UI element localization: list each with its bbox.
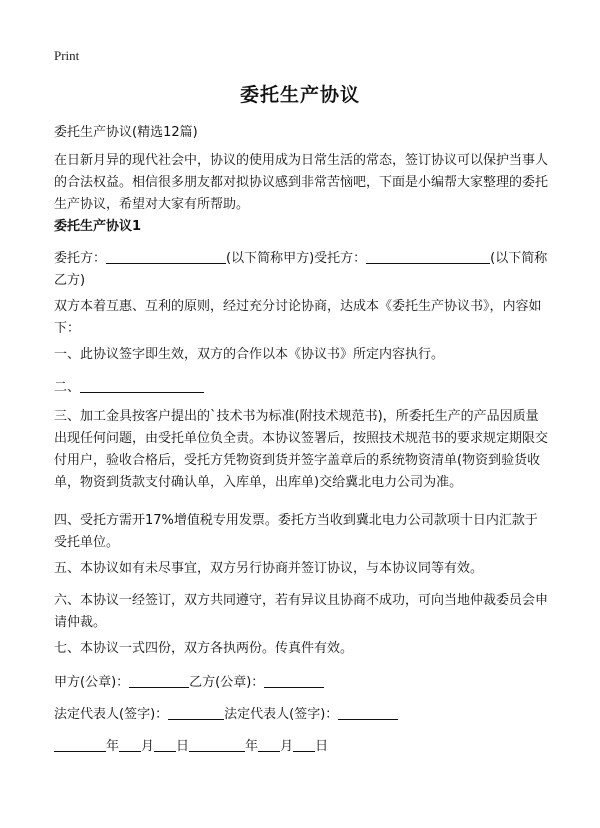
clause-3: 三、加工金具按客户提出的`技术书为标准(附技术规范书)，所委托生产的产品因质量出现任何问题，由受托单位负全责。本协议签署后，按照技术规范书的要求规定期限交付用户，验收合格后，受托方凭物资到货并签字盖章后的系统物资清单(物资到验货收单，物资到货款支付确认单，入库单，出库单)交给冀北电力公司为准。: [54, 409, 549, 490]
entrust-suffix: (以下简称甲方)受托方：: [226, 251, 367, 266]
date-line: [54, 736, 550, 758]
month-b-blank: [258, 737, 280, 752]
rep-a-blank: [168, 705, 224, 720]
representative-line: [54, 704, 550, 726]
clause-2-label: 二、: [54, 380, 81, 395]
document-subtitle: 委托生产协议(精选12篇): [54, 125, 198, 140]
print-link[interactable]: Print: [54, 48, 80, 63]
day-a-label: 日: [176, 739, 190, 754]
clause-2-blank: [80, 378, 204, 393]
entrust-label: 委托方：: [54, 251, 107, 266]
clause-5: 五、本协议如有未尽事宜，双方另行协商并签订协议，与本协议同等有效。: [54, 561, 484, 576]
day-a-blank: [154, 737, 176, 752]
trustee-blank: [366, 249, 490, 264]
party-a-seal-blank: [129, 673, 189, 688]
clause-1: 一、此协议签字即生效，双方的合作以本《协议书》所定内容执行。: [54, 347, 445, 362]
month-a-blank: [119, 737, 141, 752]
rep-a-label: 法定代表人(签字)：: [54, 707, 169, 722]
clause-7: 七、本协议一式四份，双方各执两份。传真件有效。: [54, 641, 354, 656]
year-b-blank: [189, 737, 245, 752]
clause-2: [54, 377, 550, 399]
intro-paragraph: 在日新月异的现代社会中，协议的使用成为日常生活的常态，签订协议可以保护当事人的合法权益。相信很多朋友都对拟协议感到非常苦恼吧，下面是小编帮大家整理的委托生产协议，希望对大家有所帮助。: [54, 153, 549, 212]
party-b-seal-label: 乙方(公章)：: [189, 675, 265, 690]
seal-line: [54, 672, 550, 694]
clause-6: 六、本协议一经签订，双方共同遵守，若有异议且协商不成功，可向当地仲裁委员会申请仲裁。: [54, 593, 549, 630]
document-title: 委托生产协议: [239, 84, 360, 106]
clause-4: 四、受托方需开17%增值税专用发票。委托方当收到冀北电力公司款项十日内汇款于受托单位。: [54, 513, 538, 550]
preamble-paragraph: 双方本着互惠、互利的原则，经过充分讨论协商，达成本《委托生产协议书》，内容如下：: [54, 299, 542, 336]
month-b-label: 月: [280, 739, 294, 754]
trustee-suffix: (以下简称乙方): [54, 251, 548, 288]
day-b-blank: [293, 737, 315, 752]
section-heading: 委托生产协议1: [54, 219, 142, 234]
parties-line: [54, 248, 550, 292]
rep-b-label: 法定代表人(签字)：: [224, 707, 339, 722]
day-b-label: 日: [315, 739, 329, 754]
entrust-blank: [106, 249, 226, 264]
party-b-seal-blank: [264, 673, 324, 688]
rep-b-blank: [338, 705, 398, 720]
year-a-blank: [54, 737, 106, 752]
party-a-seal-label: 甲方(公章)：: [54, 675, 130, 690]
month-a-label: 月: [141, 739, 155, 754]
year-b-label: 年: [245, 739, 259, 754]
year-a-label: 年: [106, 739, 120, 754]
